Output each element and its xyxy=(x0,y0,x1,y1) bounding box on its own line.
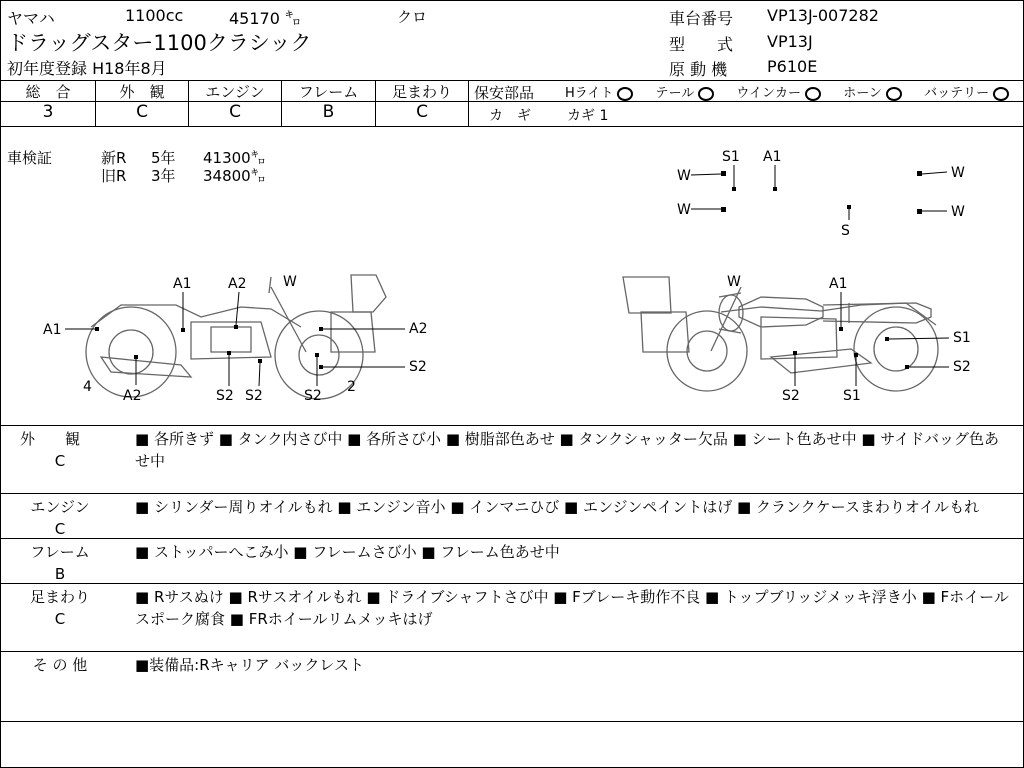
mark-left-w: W xyxy=(283,274,297,290)
mark-left-a2-front: A2 xyxy=(409,321,428,337)
right-rear-wheel xyxy=(854,307,938,391)
section-grade-suspension: C xyxy=(54,610,66,628)
section-label-exterior: 外 観 xyxy=(19,430,80,448)
rating-header-frame: フレーム xyxy=(298,83,359,101)
displacement: 1100cc xyxy=(125,6,184,25)
rating-frame: B xyxy=(322,102,335,122)
safety-item-tail: テール xyxy=(655,86,695,101)
mark-top-s1: S1 xyxy=(722,149,740,165)
inspection-old-label: 旧R xyxy=(101,167,127,185)
ok-circle-icon xyxy=(698,87,714,101)
section-text-suspension: ■ Rサスぬけ ■ Rサスオイルもれ ■ ドライブシャフトさび中 ■ Fブレーキ動作不良 ■ トップブリッジメッキ浮き小 ■ Fホイールスポーク腐食 ■ FRホイールリムメッキはげ xyxy=(135,588,1009,628)
mark-left-a1: A1 xyxy=(173,276,192,292)
type-label: 型 式 xyxy=(669,35,734,54)
inspection-label: 車検証 xyxy=(7,149,53,167)
first-registration: 初年度登録 H18年8月 xyxy=(7,59,167,78)
section-grade-exterior: C xyxy=(54,452,66,470)
ok-circle-icon xyxy=(805,87,821,101)
top-view-seat xyxy=(823,303,931,323)
section-grade-engine: C xyxy=(54,520,66,538)
mark-top-a1: A1 xyxy=(763,149,782,165)
inspection-new-label: 新R xyxy=(101,149,127,167)
mark-right-s2-low: S2 xyxy=(782,388,800,404)
mark-right-s1: S1 xyxy=(953,330,971,346)
section-text-engine: ■ シリンダー周りオイルもれ ■ エンジン音小 ■ インマニひび ■ エンジンペイントはげ ■ クランクケースまわりオイルもれ xyxy=(135,498,980,516)
engine-label: 原 動 機 xyxy=(669,60,728,79)
mark-left-2: 2 xyxy=(347,379,356,395)
mark-right-s2: S2 xyxy=(953,359,971,375)
mark-top-w-1: W xyxy=(677,168,691,184)
safety-item-winker: ウインカー xyxy=(736,86,802,101)
rating-header-exterior: 外 観 xyxy=(119,83,165,101)
ok-circle-icon xyxy=(993,87,1009,101)
inspection-new-years: 5年 xyxy=(151,149,176,167)
maker: ヤマハ xyxy=(7,9,55,28)
mark-top-s: S xyxy=(841,223,850,239)
color: クロ xyxy=(397,8,428,26)
safety-items xyxy=(565,82,1013,101)
mark-left-s2-front: S2 xyxy=(409,359,427,375)
section-grade-frame: B xyxy=(54,565,66,583)
left-saddlebag xyxy=(331,312,375,352)
safety-item-horn: ホーン xyxy=(843,86,882,101)
key-value: カギ 1 xyxy=(567,108,609,124)
engine-value: P610E xyxy=(767,57,818,76)
mileage: 45170 ㌔ xyxy=(229,9,301,28)
mark-right-w: W xyxy=(727,274,741,290)
ok-circle-icon xyxy=(886,87,902,101)
rating-header-overall: 総 合 xyxy=(25,83,71,101)
mark-left-s2-c: S2 xyxy=(304,388,322,404)
mark-left-4: 4 xyxy=(83,379,92,395)
mark-top-w-2: W xyxy=(677,202,691,218)
chassis-label: 車台番号 xyxy=(669,9,734,28)
type-value: VP13J xyxy=(767,32,813,51)
section-text-exterior: ■ 各所きず ■ タンク内さび中 ■ 各所さび小 ■ 樹脂部色あせ ■ タンクシャッター欠品 ■ シート色あせ中 ■ サイドバッグ色あせ中 xyxy=(135,430,999,470)
rating-header-engine: エンジン xyxy=(205,83,265,101)
damage-diagram xyxy=(1,127,1023,425)
rating-header-suspension: 足まわり xyxy=(391,83,452,101)
key-label: カ ギ xyxy=(489,108,531,124)
model-name: ドラッグスター1100クラシック xyxy=(7,31,312,55)
mark-left-a1-rear: A1 xyxy=(43,322,62,338)
inspection-new-km: 41300㌔ xyxy=(203,149,266,167)
rating-suspension: C xyxy=(416,102,428,122)
right-backrest xyxy=(623,277,671,313)
safety-item-headlight: Hライト xyxy=(565,86,614,101)
inspection-old-years: 3年 xyxy=(151,167,176,185)
top-view-body xyxy=(739,297,823,327)
section-label-suspension: 足まわり xyxy=(29,588,90,606)
section-label-engine: エンジン xyxy=(30,498,90,516)
rating-overall: 3 xyxy=(42,102,54,122)
right-front-wheel xyxy=(667,311,747,391)
mark-left-s2-b: S2 xyxy=(245,388,263,404)
right-engine xyxy=(761,317,837,359)
chassis-value: VP13J-007282 xyxy=(767,6,879,25)
left-backrest xyxy=(351,275,386,312)
safety-label: 保安部品 xyxy=(474,84,535,102)
section-label-other: そ の 他 xyxy=(32,656,88,674)
ok-circle-icon xyxy=(617,87,633,101)
mark-left-a2-low: A2 xyxy=(123,388,142,404)
mark-top-w-3: W xyxy=(951,165,965,181)
section-text-other: ■装備品:Rキャリア バックレスト xyxy=(135,656,364,674)
rating-exterior: C xyxy=(136,102,148,122)
section-text-frame: ■ ストッパーへこみ小 ■ フレームさび小 ■ フレーム色あせ中 xyxy=(135,543,560,561)
inspection-old-km: 34800㌔ xyxy=(203,167,266,185)
rating-engine: C xyxy=(229,102,241,122)
mark-left-s2-a: S2 xyxy=(216,388,234,404)
mark-right-a1: A1 xyxy=(829,276,848,292)
section-label-frame: フレーム xyxy=(30,543,90,561)
safety-item-battery: バッテリー xyxy=(924,86,990,101)
mark-left-a2: A2 xyxy=(228,276,247,292)
right-saddlebag xyxy=(641,312,689,352)
mark-top-w-4: W xyxy=(951,204,965,220)
mark-right-s1-low: S1 xyxy=(843,388,861,404)
